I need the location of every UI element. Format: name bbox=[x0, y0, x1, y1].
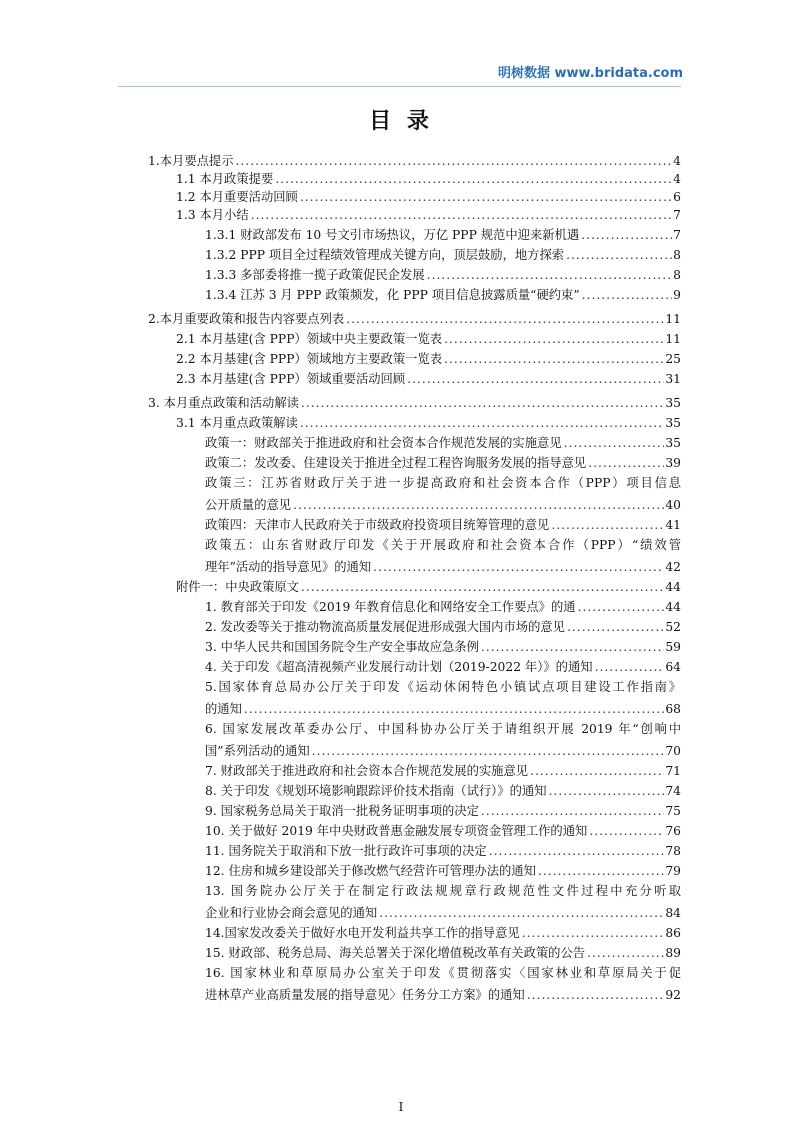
toc-entry-text: 1.本月要点提示 bbox=[148, 154, 234, 168]
toc-entry[interactable] bbox=[205, 922, 681, 944]
toc-entry-text: 公开质量的意见 bbox=[205, 498, 292, 512]
toc-entry-text: 1.1 本月政策提要 bbox=[176, 172, 274, 186]
dot-leader bbox=[527, 984, 665, 1006]
toc-entry-text: 14.国家发改委关于做好水电开发利益共享工作的指导意见 bbox=[205, 926, 520, 940]
toc-entry[interactable] bbox=[205, 452, 681, 474]
toc-entry-text: 进林草产业高质量发展的指导意见〉任务分工方案》的通知 bbox=[205, 988, 525, 1002]
toc-entry[interactable] bbox=[176, 348, 681, 370]
dot-leader bbox=[567, 616, 664, 638]
toc-entry-text: 1.3.4 江苏 3 月 PPP 政策频发，化 PPP 项目信息披露质量“硬约束” bbox=[205, 288, 580, 302]
dot-leader bbox=[564, 432, 665, 454]
toc-entry-text: 5.国家体育总局办公厅关于印发《运动休闲特色小镇试点项目建设工作指南》 bbox=[205, 680, 681, 694]
dot-leader bbox=[595, 656, 665, 678]
dot-leader bbox=[251, 204, 673, 226]
dot-leader bbox=[581, 224, 672, 246]
toc-page-number: 39 bbox=[665, 456, 681, 470]
toc-entry[interactable] bbox=[205, 596, 681, 618]
toc-entry-text: 政策三：江苏省财政厅关于进一步提高政府和社会资本合作（PPP）项目信息 bbox=[205, 476, 681, 490]
dot-leader bbox=[407, 368, 664, 390]
toc-entry-text: 2.2 本月基建(含 PPP）领域地方主要政策一览表 bbox=[176, 352, 443, 366]
dot-leader bbox=[549, 780, 665, 802]
toc-entry[interactable] bbox=[205, 942, 681, 964]
toc-entry[interactable] bbox=[205, 284, 681, 306]
toc-entry-text: 12. 住房和城乡建设部关于修改燃气经营许可管理办法的通知 bbox=[205, 864, 536, 878]
toc-page-number: 76 bbox=[665, 824, 681, 838]
toc-entry-text: 9. 国家税务总局关于取消一批税务证明事项的决定 bbox=[205, 804, 479, 818]
toc-entry[interactable] bbox=[205, 514, 681, 536]
toc-entry-text: 13. 国务院办公厅关于在制定行政法规规章行政规范性文件过程中充分听取 bbox=[205, 884, 681, 898]
toc-page-number: 4 bbox=[673, 154, 681, 168]
page-number: I bbox=[398, 1100, 404, 1114]
dot-leader bbox=[481, 800, 664, 822]
toc-entry-text: 政策一：财政部关于推进政府和社会资本合作规范发展的实施意见 bbox=[205, 436, 562, 450]
toc-entry-text: 7. 财政部关于推进政府和社会资本合作规范发展的实施意见 bbox=[205, 764, 529, 778]
toc-page-number: 70 bbox=[665, 744, 681, 758]
toc-page-number: 7 bbox=[673, 228, 681, 242]
dot-leader bbox=[481, 636, 664, 658]
dot-leader bbox=[489, 840, 665, 862]
toc-entry-text: 3. 中华人民共和国国务院令生产安全事故应急条例 bbox=[205, 640, 479, 654]
toc-entry-text: 16. 国家林业和草原局办公室关于印发《贯彻落实〈国家林业和草原局关于促 bbox=[205, 966, 681, 980]
toc-page-number: 4 bbox=[673, 172, 681, 186]
toc-entry[interactable] bbox=[176, 204, 681, 226]
dot-leader bbox=[444, 328, 664, 350]
toc-entry[interactable] bbox=[205, 264, 681, 286]
toc-page-number: 7 bbox=[673, 208, 681, 222]
toc-page-number: 8 bbox=[673, 268, 681, 282]
toc-page-number: 44 bbox=[665, 580, 681, 594]
dot-leader bbox=[538, 860, 664, 882]
dot-leader bbox=[530, 760, 664, 782]
toc-entry-text: 8. 关于印发《规划环境影响跟踪评价技术指南（试行）》的通知 bbox=[205, 784, 547, 798]
toc-page-number: 74 bbox=[665, 784, 681, 798]
dot-leader bbox=[578, 596, 665, 618]
toc-page-number: 40 bbox=[665, 498, 681, 512]
toc-entry[interactable] bbox=[176, 576, 681, 598]
toc-entry[interactable] bbox=[205, 636, 681, 658]
toc-entry-text: 1.3 本月小结 bbox=[176, 208, 249, 222]
toc-entry-text: 的通知 bbox=[205, 702, 242, 716]
toc-entry-text: 政策五：山东省财政厅印发《关于开展政府和社会资本合作（PPP）“绩效管 bbox=[205, 538, 681, 552]
dot-leader bbox=[566, 244, 672, 266]
toc-entry[interactable] bbox=[205, 840, 681, 862]
toc-entry[interactable] bbox=[205, 718, 681, 762]
toc-entry-text: 15. 财政部、税务总局、海关总署关于深化增值税改革有关政策的公告 bbox=[205, 946, 586, 960]
toc-entry[interactable] bbox=[205, 244, 681, 266]
toc-page-number: 25 bbox=[665, 352, 681, 366]
dot-leader bbox=[301, 576, 664, 598]
toc-entry[interactable] bbox=[205, 534, 681, 578]
toc-entry[interactable] bbox=[205, 676, 681, 720]
toc-page-number: 84 bbox=[665, 906, 681, 920]
dot-leader bbox=[373, 556, 664, 578]
dot-leader bbox=[551, 514, 664, 536]
toc-page-number: 86 bbox=[665, 926, 681, 940]
toc-entry[interactable] bbox=[205, 656, 681, 678]
toc-page-number: 35 bbox=[665, 396, 681, 410]
toc-entry-text: 1.2 本月重要活动回顾 bbox=[176, 190, 298, 204]
toc-entry[interactable] bbox=[205, 860, 681, 882]
toc-page-number: 75 bbox=[665, 804, 681, 818]
toc-page-number: 31 bbox=[665, 372, 681, 386]
dot-leader bbox=[312, 740, 665, 762]
dot-leader bbox=[582, 284, 673, 306]
toc-page-number: 71 bbox=[665, 764, 681, 778]
toc-page-number: 6 bbox=[673, 190, 681, 204]
toc-entry-text: 国”系列活动的通知 bbox=[205, 744, 310, 758]
toc-entry[interactable] bbox=[205, 616, 681, 638]
toc-entry-text: 2. 发改委等关于推动物流高质量发展促进形成强大国内市场的意见 bbox=[205, 620, 565, 634]
dot-leader bbox=[293, 494, 664, 516]
toc-entry-text: 1. 教育部关于印发《2019 年教育信息化和网络安全工作要点》的通 bbox=[205, 600, 576, 614]
toc-entry-text: 3.1 本月重点政策解读 bbox=[176, 416, 298, 430]
toc-page-number: 68 bbox=[665, 702, 681, 716]
toc-entry[interactable] bbox=[205, 780, 681, 802]
toc-entry[interactable] bbox=[205, 432, 681, 454]
toc-entry[interactable] bbox=[148, 392, 681, 414]
toc-entry-text: 1.3.2 PPP 项目全过程绩效管理成关键方向，顶层鼓励，地方探索 bbox=[205, 248, 565, 262]
toc-entry[interactable] bbox=[205, 760, 681, 782]
toc-page-number: 35 bbox=[665, 436, 681, 450]
toc-page-number: 64 bbox=[665, 660, 681, 674]
toc-entry-text: 4. 关于印发《超高清视频产业发展行动计划（2019-2022 年）》的通知 bbox=[205, 660, 593, 674]
toc-entry[interactable] bbox=[205, 820, 681, 842]
toc-entry-text: 1.3.1 财政部发布 10 号文引市场热议，万亿 PPP 规范中迎来新机遇 bbox=[205, 228, 580, 242]
toc-page-number: 89 bbox=[665, 946, 681, 960]
toc-entry[interactable] bbox=[205, 224, 681, 246]
toc-page-number: 8 bbox=[673, 248, 681, 262]
toc-entry-text: 政策四：天津市人民政府关于市级政府投资项目统筹管理的意见 bbox=[205, 518, 550, 532]
toc-entry[interactable] bbox=[205, 800, 681, 822]
toc-entry[interactable] bbox=[148, 308, 681, 330]
dot-leader bbox=[301, 392, 664, 414]
toc-page-number: 79 bbox=[665, 864, 681, 878]
dot-leader bbox=[587, 942, 664, 964]
toc-entry[interactable] bbox=[205, 880, 681, 924]
dot-leader bbox=[588, 452, 664, 474]
toc-entry-text: 2.本月重要政策和报告内容要点列表 bbox=[148, 312, 345, 326]
toc-page-number: 9 bbox=[673, 288, 681, 302]
dot-leader bbox=[427, 264, 673, 286]
dot-leader bbox=[300, 412, 665, 434]
toc-entry-text: 11. 国务院关于取消和下放一批行政许可事项的决定 bbox=[205, 844, 487, 858]
toc-entry-text: 政策二：发改委、住建设关于推进全过程工程咨询服务发展的指导意见 bbox=[205, 456, 587, 470]
header-brand: 明树数据 www.bridata.com bbox=[498, 66, 684, 81]
dot-leader bbox=[379, 902, 664, 924]
toc-entry[interactable] bbox=[176, 328, 681, 350]
toc-page-number: 52 bbox=[665, 620, 681, 634]
toc-entry-text: 2.1 本月基建(含 PPP）领域中央主要政策一览表 bbox=[176, 332, 443, 346]
toc-entry-text: 2.3 本月基建(含 PPP）领域重要活动回顾 bbox=[176, 372, 406, 386]
header-rule bbox=[118, 86, 681, 87]
toc-entry[interactable] bbox=[176, 412, 681, 434]
toc-entry[interactable] bbox=[205, 472, 681, 516]
toc-entry-text: 6. 国家发展改革委办公厅、中国科协办公厅关于请组织开展 2019 年“创响中 bbox=[205, 722, 681, 736]
dot-leader bbox=[589, 820, 664, 842]
toc-page-number: 78 bbox=[665, 844, 681, 858]
toc-entry[interactable] bbox=[176, 368, 681, 390]
toc-entry-text: 3. 本月重点政策和活动解读 bbox=[148, 396, 299, 410]
toc-page-number: 35 bbox=[665, 416, 681, 430]
dot-leader bbox=[244, 698, 664, 720]
toc-entry[interactable] bbox=[205, 962, 681, 1006]
toc-entry-text: 理年”活动的指导意见》的通知 bbox=[205, 560, 372, 574]
dot-leader bbox=[522, 922, 665, 944]
toc-page-number: 44 bbox=[665, 600, 681, 614]
toc-page-number: 42 bbox=[665, 560, 681, 574]
toc-entry-text: 1.3.3 多部委将推一揽子政策促民企发展 bbox=[205, 268, 425, 282]
page-title: 目 录 bbox=[369, 109, 433, 134]
dot-leader bbox=[346, 308, 664, 330]
toc-page-number: 41 bbox=[665, 518, 681, 532]
toc-page-number: 11 bbox=[665, 332, 681, 346]
dot-leader bbox=[444, 348, 664, 370]
toc-entry-text: 附件一：中央政策原文 bbox=[176, 580, 299, 594]
toc-entry-text: 10. 关于做好 2019 年中央财政普惠金融发展专项资金管理工作的通知 bbox=[205, 824, 588, 838]
toc-page-number: 11 bbox=[665, 312, 681, 326]
toc-entry-text: 企业和行业协会商会意见的通知 bbox=[205, 906, 378, 920]
toc-page-number: 92 bbox=[665, 988, 681, 1002]
toc-page-number: 59 bbox=[665, 640, 681, 654]
